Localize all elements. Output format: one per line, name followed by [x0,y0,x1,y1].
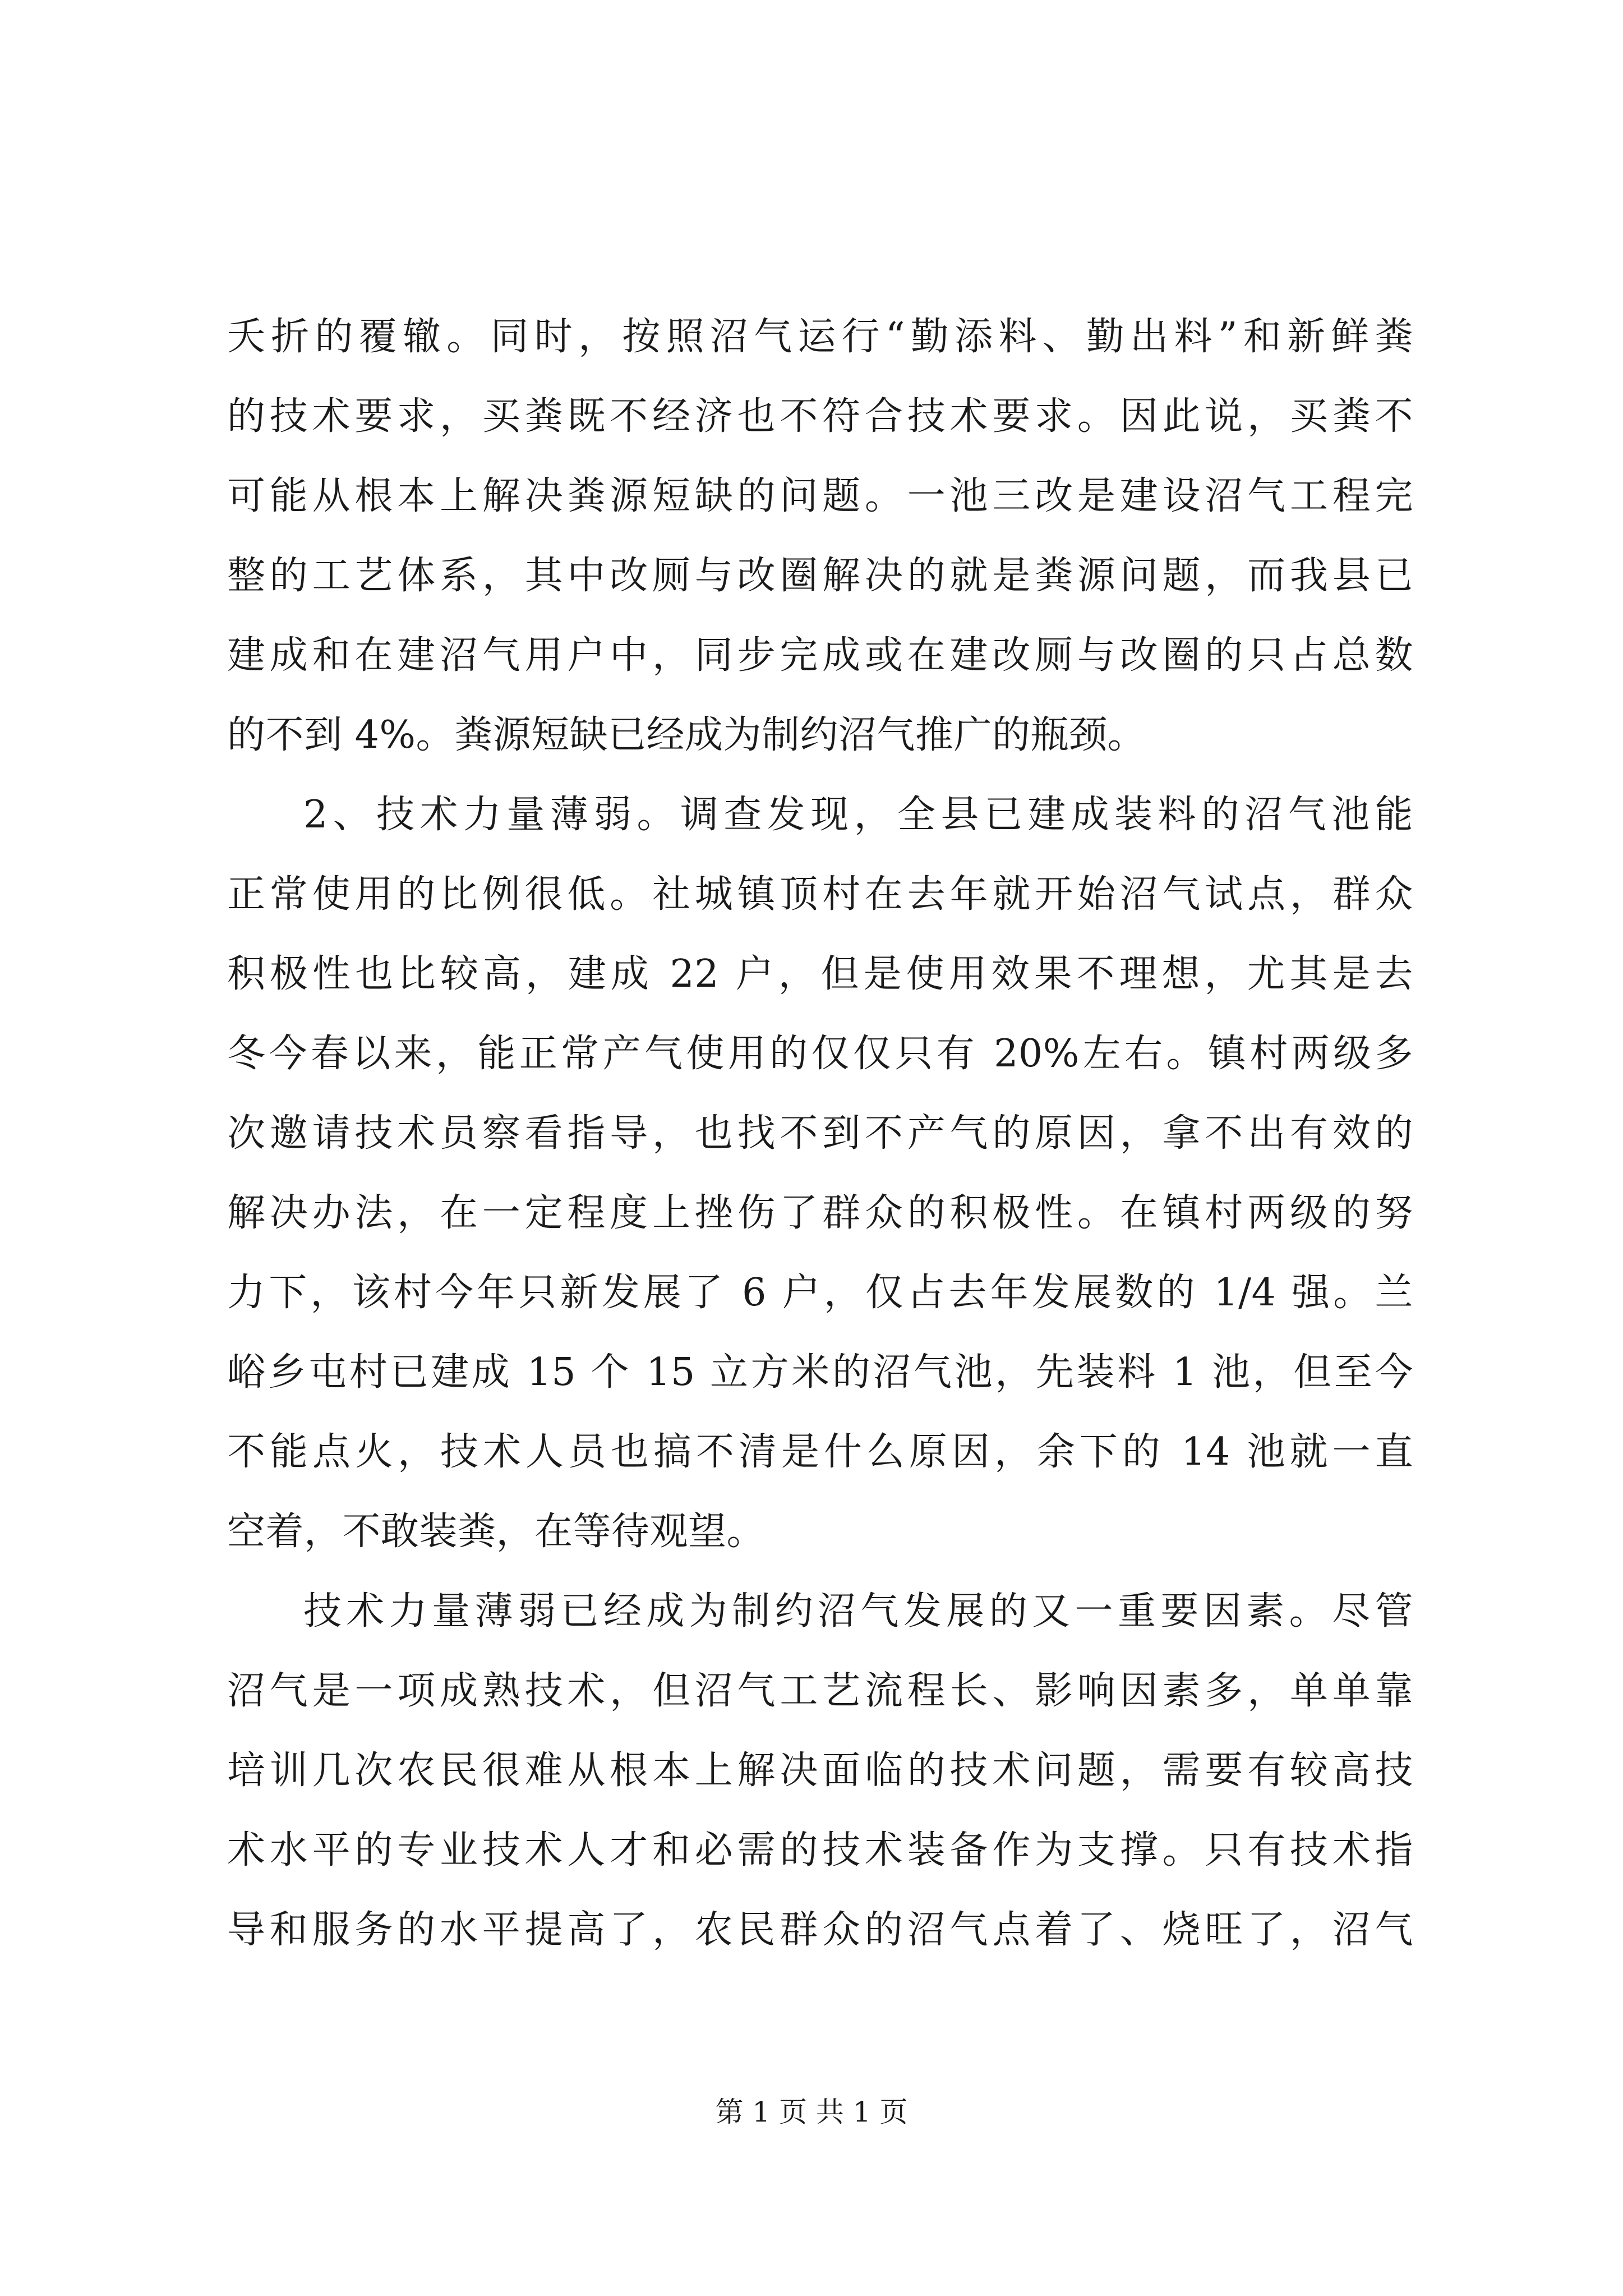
page-footer: 第 1 页 共 1 页 [715,2096,908,2128]
text-line: 术水平的专业技术人才和必需的技术装备作为支撑。只有技术指 [227,1828,1413,1872]
text-line: 积极性也比较高，建成 22 户，但是使用效果不理想，尤其是去 [227,952,1413,996]
text-line: 整的工艺体系，其中改厕与改圈解决的就是粪源问题，而我县已 [227,554,1413,598]
text-line: 2、技术力量薄弱。调查发现，全县已建成装料的沼气池能 [303,793,1413,837]
text-line: 导和服务的水平提高了，农民群众的沼气点着了、烧旺了，沼气 [227,1908,1413,1952]
text-line: 力下，该村今年只新发展了 6 户，仅占去年发展数的 1/4 强。兰 [227,1271,1413,1315]
text-line: 建成和在建沼气用户中，同步完成或在建改厕与改圈的只占总数 [227,633,1413,678]
text-line: 正常使用的比例很低。社城镇顶村在去年就开始沼气试点，群众 [227,872,1413,917]
text-line: 技术力量薄弱已经成为制约沼气发展的又一重要因素。尽管 [303,1589,1413,1634]
text-line: 培训几次农民很难从根本上解决面临的技术问题，需要有较高技 [227,1749,1413,1793]
document-body [227,297,1413,1970]
text-line: 冬今春以来，能正常产气使用的仅仅只有 20%左右。镇村两级多 [227,1032,1413,1076]
text-line: 沼气是一项成熟技术，但沼气工艺流程长、影响因素多，单单靠 [227,1669,1413,1713]
text-line: 的技术要求，买粪既不经济也不符合技术要求。因此说，买粪不 [227,394,1413,439]
text-line: 不能点火，技术人员也搞不清是什么原因，余下的 14 池就一直 [227,1430,1413,1474]
text-line: 夭折的覆辙。同时，按照沼气运行“勤添料、勤出料”和新鲜粪 [227,315,1413,359]
text-line: 空着，不敢装粪，在等待观望。 [227,1510,766,1554]
text-line: 的不到 4%。粪源短缺已经成为制约沼气推广的瓶颈。 [227,713,1146,757]
text-line: 峪乡屯村已建成 15 个 15 立方米的沼气池，先装料 1 池，但至今 [227,1350,1413,1395]
text-line: 解决办法，在一定程度上挫伤了群众的积极性。在镇村两级的努 [227,1191,1413,1235]
text-line: 可能从根本上解决粪源短缺的问题。一池三改是建设沼气工程完 [227,474,1413,518]
text-line: 次邀请技术员察看指导，也找不到不产气的原因，拿不出有效的 [227,1111,1413,1156]
